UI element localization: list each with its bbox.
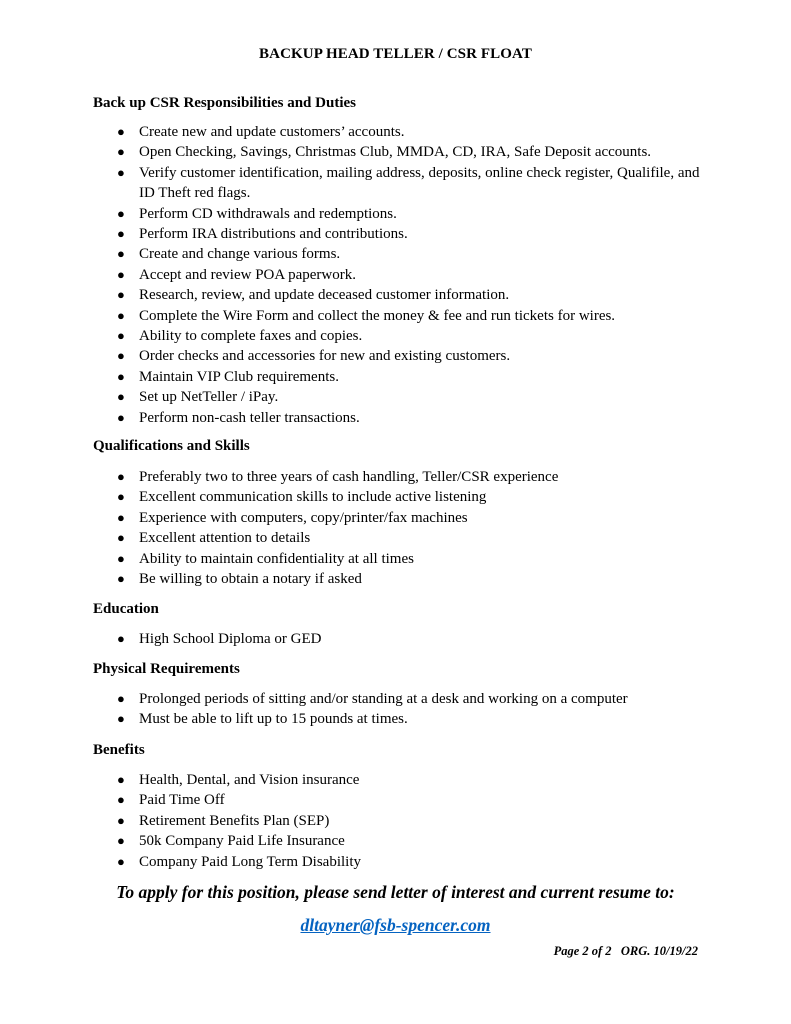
section-heading: Qualifications and Skills — [93, 438, 250, 454]
bullet-icon: ● — [117, 631, 125, 646]
bullet-icon: ● — [117, 409, 125, 425]
list-item: ● Be willing to obtain a notary if asked — [93, 569, 713, 589]
bullet-icon: ● — [117, 792, 125, 808]
section-qualifications — [93, 437, 713, 589]
section-heading: Physical Requirements — [93, 661, 240, 677]
section-heading: Back up CSR Responsibilities and Duties — [93, 95, 356, 111]
bullet-icon: ● — [117, 772, 125, 787]
bullet-icon: ● — [117, 307, 125, 323]
list-item: ● Research, review, and update deceased customer information. — [93, 285, 713, 305]
list-item: ● Health, Dental, and Vision insurance — [93, 770, 713, 790]
list-item: ● Maintain VIP Club requirements. — [93, 367, 713, 387]
bullet-icon: ● — [117, 266, 125, 282]
apply-instructions: To apply for this position, please send letter of interest and current resume to: — [116, 882, 675, 902]
email-link[interactable]: dltayner@fsb-spencer.com — [300, 915, 491, 935]
bullet-icon: ● — [117, 205, 125, 221]
bullet-icon: ● — [117, 124, 125, 139]
bullet-icon: ● — [117, 509, 125, 525]
bullet-icon: ● — [117, 287, 125, 303]
bullet-icon: ● — [117, 226, 125, 242]
list-item: ● Verify customer identification, mailing address, deposits, online check register, Qualifile, and ID Theft red flags. — [117, 164, 700, 202]
list-item: ● Excellent communication skills to include active listening — [93, 487, 713, 507]
list-item: ● Must be able to lift up to 15 pounds at times. — [93, 709, 713, 729]
bullet-icon: ● — [117, 530, 125, 546]
section-responsibilities — [93, 94, 713, 428]
list-item: ● Create new and update customers’ accounts. — [93, 122, 713, 142]
list-item: ● Excellent attention to details — [93, 528, 713, 548]
bullet-icon: ● — [117, 164, 125, 180]
list-item: ● Create and change various forms. — [93, 244, 713, 264]
bullet-icon: ● — [117, 711, 125, 727]
section-benefits — [93, 741, 713, 872]
bullet-icon: ● — [117, 853, 125, 869]
list-item: ● Paid Time Off — [93, 790, 713, 810]
list-item: ● Set up NetTeller / iPay. — [93, 387, 713, 407]
bullet-icon: ● — [117, 571, 125, 587]
list-item: ● 50k Company Paid Life Insurance — [93, 831, 713, 851]
list-item: ● Order checks and accessories for new and existing customers. — [93, 346, 713, 366]
section-heading: Benefits — [93, 742, 145, 758]
bullet-icon: ● — [117, 144, 125, 160]
section-heading: Education — [93, 601, 159, 617]
bullet-list — [93, 122, 713, 428]
bullet-icon: ● — [117, 368, 125, 384]
list-item: ● Accept and review POA paperwork. — [93, 265, 713, 285]
bullet-icon: ● — [117, 469, 125, 484]
bullet-icon: ● — [117, 833, 125, 849]
bullet-icon: ● — [117, 550, 125, 566]
list-item: ● Prolonged periods of sitting and/or standing at a desk and working on a computer — [93, 689, 713, 709]
bullet-icon: ● — [117, 389, 125, 405]
page-title: BACKUP HEAD TELLER / CSR FLOAT — [259, 46, 532, 62]
list-item: ● Perform non-cash teller transactions. — [93, 408, 713, 428]
bullet-list — [93, 689, 713, 730]
list-item: ● Ability to maintain confidentiality at all times — [93, 549, 713, 569]
bullet-icon: ● — [117, 246, 125, 262]
section-physical-requirements — [93, 660, 713, 730]
page-footer: Page 2 of 2 ORG. 10/19/22 — [553, 944, 698, 958]
list-item: ● High School Diploma or GED — [93, 629, 713, 649]
bullet-icon: ● — [117, 489, 125, 505]
bullet-icon: ● — [117, 812, 125, 828]
list-item: ● Experience with computers, copy/printer/fax machines — [93, 508, 713, 528]
bullet-list — [93, 629, 713, 649]
bullet-list — [93, 770, 713, 872]
bullet-list — [93, 467, 713, 589]
list-item: ● Retirement Benefits Plan (SEP) — [93, 811, 713, 831]
list-item: ● Perform IRA distributions and contributions. — [93, 224, 713, 244]
list-item: ● Perform CD withdrawals and redemptions. — [93, 204, 713, 224]
list-item: ● Ability to complete faxes and copies. — [93, 326, 713, 346]
section-education — [93, 600, 713, 649]
bullet-icon: ● — [117, 328, 125, 344]
bullet-icon: ● — [117, 691, 125, 706]
bullet-icon: ● — [117, 348, 125, 364]
list-item: ● Company Paid Long Term Disability — [93, 852, 713, 872]
list-item: ● Complete the Wire Form and collect the money & fee and run tickets for wires. — [93, 306, 713, 326]
list-item: ● Open Checking, Savings, Christmas Club, MMDA, CD, IRA, Safe Deposit accounts. — [93, 142, 713, 162]
list-item: ● Preferably two to three years of cash handling, Teller/CSR experience — [93, 467, 713, 487]
